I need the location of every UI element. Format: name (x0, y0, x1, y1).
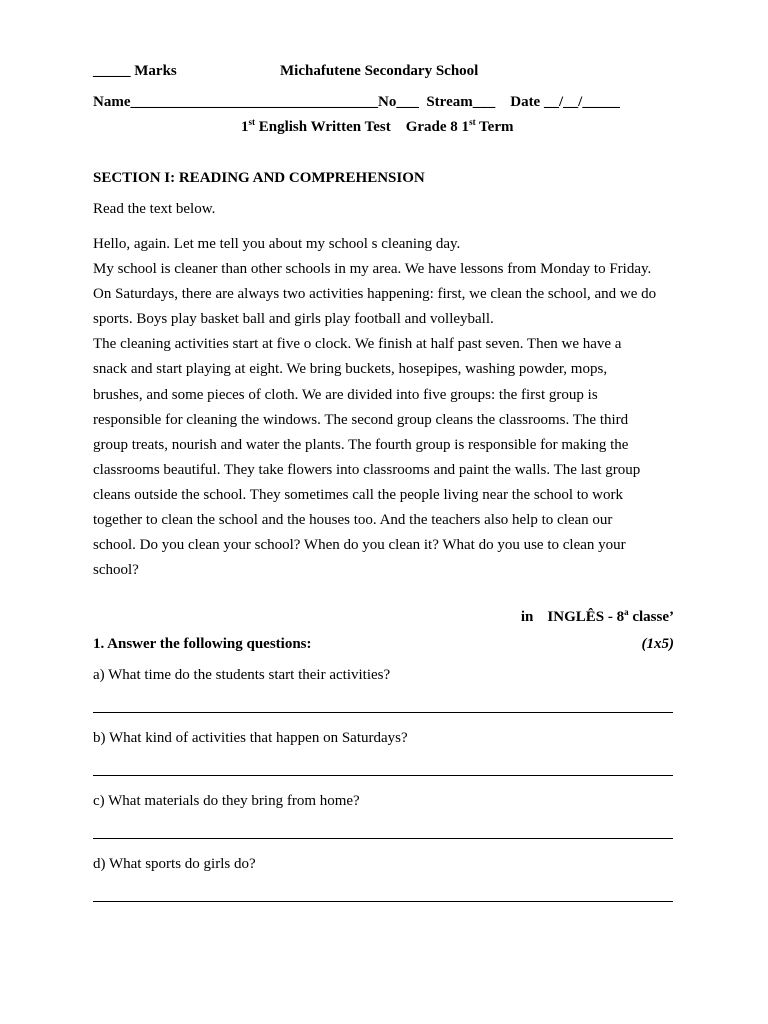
answer-line-b[interactable] (93, 775, 673, 776)
term-label: Term (475, 119, 514, 135)
passage-line: school. Do you clean your school? When do you clean it? What do you use to clean your (93, 537, 626, 554)
section-instruction: Read the text below. (93, 201, 216, 217)
answer-line-a[interactable] (93, 712, 673, 713)
test-ordinal: 1 (241, 119, 249, 135)
answer-line-d[interactable] (93, 901, 673, 902)
passage-line: snack and start playing at eight. We bring buckets, hosepipes, washing powder, mops, (93, 361, 608, 378)
test-ordinal-suffix: st (248, 117, 255, 127)
number-label: No (378, 94, 397, 110)
grade-term-suffix: st (469, 117, 476, 127)
name-label: Name (93, 94, 131, 110)
question-b: b) What kind of activities that happen on Saturdays? (93, 730, 408, 746)
school-name: Michafutene Secondary School (280, 63, 479, 79)
passage-line: together to clean the school and the houses too. And the teachers also help to clean our (93, 512, 613, 529)
question-c: c) What materials do they bring from home? (93, 793, 360, 809)
course-name: INGLÊS - 8 (547, 609, 625, 625)
test-name: English Written Test (255, 119, 391, 135)
passage-line: classrooms beautiful. They take flowers into classrooms and paint the walls. The last group (93, 461, 641, 478)
questions-header: 1. Answer the following questions: (93, 636, 312, 652)
name-blank[interactable]: _________________________________ (130, 94, 378, 110)
course-label (521, 609, 674, 626)
student-info-row (93, 94, 620, 111)
questions-score: (1x5) (641, 636, 674, 652)
number-blank[interactable]: ___ (396, 94, 419, 110)
stream-blank[interactable]: ___ (472, 94, 496, 110)
grade-label: Grade 8 1 (405, 119, 470, 135)
course-suffix: classe’ (628, 609, 674, 625)
date-label: Date (510, 94, 541, 110)
passage-line: sports. Boys play basket ball and girls play football and volleyball. (93, 311, 494, 328)
question-a: a) What time do the students start their activities? (93, 667, 391, 683)
stream-label: Stream (426, 94, 473, 110)
answer-line-c[interactable] (93, 838, 673, 839)
passage-line: school? (93, 562, 139, 579)
passage-line: responsible for cleaning the windows. The second group cleans the classrooms. The third (93, 411, 629, 428)
course-prefix: in (520, 609, 534, 625)
passage-line: cleans outside the school. They sometimes call the people living near the school to work (93, 486, 624, 503)
passage-line: group treats, nourish and water the plants. The fourth group is responsible for making the (93, 436, 629, 453)
marks-field: _____ Marks (93, 63, 177, 79)
section-title: SECTION I: READING AND COMPREHENSION (93, 170, 425, 186)
date-blank[interactable]: __/__/_____ (543, 94, 620, 110)
test-title (241, 119, 513, 136)
question-d: d) What sports do girls do? (93, 856, 256, 872)
passage-line: The cleaning activities start at five o clock. We finish at half past seven. Then we have a (93, 336, 622, 353)
passage-line: My school is cleaner than other schools in my area. We have lessons from Monday to Friday. (93, 261, 652, 278)
passage-line: On Saturdays, there are always two activities happening: first, we clean the school, and we do (93, 286, 657, 303)
passage-line: brushes, and some pieces of cloth. We are divided into five groups: the first group is (93, 386, 598, 403)
course-sup: a (624, 607, 629, 617)
reading-passage (93, 232, 683, 583)
passage-line: Hello, again. Let me tell you about my school s cleaning day. (93, 236, 461, 252)
